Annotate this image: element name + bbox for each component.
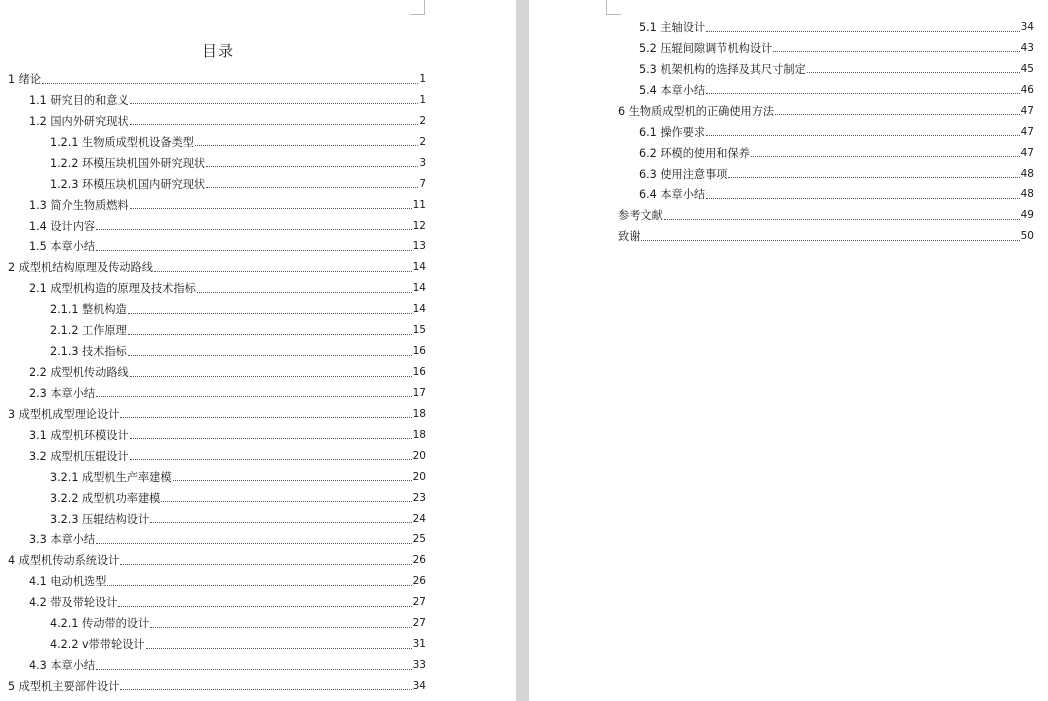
dot-leader (96, 250, 412, 251)
toc-entry-label: 1.2 国内外研究现状 (29, 114, 129, 128)
toc-entry[interactable] (639, 58, 1034, 79)
toc-entry[interactable] (50, 152, 426, 173)
dot-leader (130, 459, 412, 460)
toc-entry[interactable] (29, 236, 426, 257)
margin-corner-mark (606, 0, 621, 15)
dot-leader (128, 313, 412, 314)
toc-entry[interactable] (50, 299, 426, 320)
dot-leader (706, 135, 1020, 136)
toc-entry-page-number: 25 (412, 533, 426, 546)
toc-entry-label: 5.3 机架机构的选择及其尺寸制定 (639, 62, 806, 76)
toc-entry[interactable] (29, 571, 426, 592)
toc-entry[interactable] (29, 529, 426, 550)
toc-entry[interactable] (639, 37, 1034, 58)
toc-entry-page-number: 27 (412, 596, 426, 609)
toc-entry-page-number: 43 (1020, 41, 1034, 54)
toc-entry-label: 致谢 (618, 230, 641, 244)
dot-leader (130, 438, 412, 439)
toc-entry-page-number: 16 (412, 345, 426, 358)
toc-entry-page-number: 34 (1020, 21, 1034, 33)
document-page-left (0, 0, 516, 701)
toc-entry-page-number: 20 (412, 470, 426, 483)
toc-entry[interactable] (29, 194, 426, 215)
dot-leader (146, 648, 412, 649)
toc-entry-page-number: 12 (412, 219, 426, 232)
toc-entry[interactable] (50, 613, 426, 634)
toc-entry[interactable] (29, 215, 426, 236)
toc-entry-page-number: 18 (412, 428, 426, 441)
toc-entry-label: 5.1 主轴设计 (639, 21, 706, 34)
toc-entry-label: 2.1.1 整机构造 (50, 303, 127, 317)
dot-leader (107, 585, 411, 586)
toc-entry-label: 1.5 本章小结 (29, 240, 96, 254)
toc-entry-label: 参考文献 (618, 209, 663, 223)
toc-entry-label: 1.2.3 环模压块机国内研究现状 (50, 177, 206, 191)
toc-entry-label: 3.3 本章小结 (29, 533, 96, 547)
toc-entry-label: 4.2.1 传动带的设计 (50, 617, 150, 631)
toc-entry-label: 6.3 使用注意事项 (639, 167, 728, 181)
toc-entry[interactable] (8, 257, 426, 278)
toc-entry-page-number: 26 (412, 554, 426, 567)
dot-leader (96, 396, 412, 397)
toc-entry-label: 4 成型机传动系统设计 (8, 554, 120, 568)
dot-leader (130, 124, 419, 125)
dot-leader (775, 114, 1020, 115)
toc-entry[interactable] (50, 487, 426, 508)
toc-entry-label: 3.2 成型机压辊设计 (29, 449, 129, 463)
toc-entry[interactable] (50, 466, 426, 487)
toc-entry-page-number: 1 (419, 93, 426, 106)
toc-entry-label: 6.4 本章小结 (639, 188, 706, 202)
toc-entry-label: 3.2.2 成型机功率建模 (50, 491, 161, 505)
toc-entry-page-number: 16 (412, 366, 426, 379)
toc-entry-label: 6 生物质成型机的正确使用方法 (618, 104, 775, 118)
toc-entry[interactable] (50, 508, 426, 529)
dot-leader (128, 334, 412, 335)
dot-leader (96, 669, 412, 670)
toc-entry-page-number: 14 (412, 261, 426, 274)
toc-entry[interactable] (8, 403, 426, 424)
toc-entry[interactable] (50, 634, 426, 655)
dot-leader (130, 103, 419, 104)
toc-entry-label: 6.1 操作要求 (639, 125, 706, 139)
toc-entry-label: 1.4 设计内容 (29, 219, 96, 233)
toc-entry-page-number: 2 (419, 135, 426, 148)
dot-leader (120, 689, 411, 690)
toc-entry[interactable] (8, 69, 426, 90)
toc-entry-page-number: 34 (412, 679, 426, 692)
toc-entry-label: 5 成型机主要部件设计 (8, 679, 120, 693)
toc-entry-label: 2.1 成型机构造的原理及技术指标 (29, 282, 196, 296)
toc-entry-label: 1.1 研究目的和意义 (29, 93, 129, 107)
toc-entry-page-number: 49 (1020, 209, 1034, 222)
dot-leader (206, 166, 418, 167)
toc-entry[interactable] (29, 592, 426, 613)
dot-leader (807, 72, 1020, 73)
dot-leader (728, 177, 1019, 178)
toc-entry-page-number: 20 (412, 449, 426, 462)
toc-entry-label: 3.2.1 成型机生产率建模 (50, 470, 172, 484)
dot-leader (161, 501, 411, 502)
toc-entry-label: 1 绪论 (8, 73, 42, 86)
toc-entry[interactable] (618, 205, 1034, 226)
toc-entry-page-number: 13 (412, 240, 426, 253)
toc-entry-label: 2.1.3 技术指标 (50, 345, 127, 359)
toc-entry-page-number: 14 (412, 282, 426, 295)
toc-entry[interactable] (29, 362, 426, 383)
toc-entry-page-number: 7 (419, 177, 426, 190)
dot-leader (195, 145, 418, 146)
toc-entry-page-number: 18 (412, 407, 426, 420)
toc-entry-page-number: 3 (419, 156, 426, 169)
toc-entry-label: 1.2.2 环模压块机国外研究现状 (50, 156, 206, 170)
dot-leader (197, 292, 412, 293)
toc-entry-page-number: 1 (419, 73, 426, 85)
toc-entry[interactable] (639, 142, 1034, 163)
toc-entry-page-number: 17 (412, 386, 426, 399)
document-page-right (529, 0, 1048, 701)
dot-leader (154, 271, 412, 272)
dot-leader (118, 606, 411, 607)
toc-entry-label: 2 成型机结构原理及传动路线 (8, 261, 153, 275)
toc-entry[interactable] (29, 110, 426, 131)
toc-entry-page-number: 50 (1020, 230, 1034, 243)
toc-entry-page-number: 26 (412, 575, 426, 588)
toc-entry-page-number: 24 (412, 512, 426, 525)
toc-entry-label: 3.2.3 压辊结构设计 (50, 512, 150, 526)
dot-leader (96, 543, 412, 544)
dot-leader (42, 83, 418, 84)
toc-entry-page-number: 47 (1020, 146, 1034, 159)
toc-entry-page-number: 11 (412, 198, 426, 211)
dot-leader (128, 355, 412, 356)
toc-entry-page-number: 33 (412, 659, 426, 672)
dot-leader (130, 376, 412, 377)
toc-entry-page-number: 47 (1020, 104, 1034, 117)
dot-leader (664, 219, 1020, 220)
toc-entry[interactable] (29, 445, 426, 466)
toc-entry-label: 6.2 环模的使用和保养 (639, 146, 750, 160)
toc-entry-page-number: 15 (412, 324, 426, 337)
toc-entry-page-number: 46 (1020, 83, 1034, 96)
toc-entry-page-number: 48 (1020, 167, 1034, 180)
page-gap (516, 0, 529, 701)
toc-entry-label: 4.3 本章小结 (29, 659, 96, 673)
toc-entry[interactable] (639, 79, 1034, 100)
toc-entry[interactable] (639, 121, 1034, 142)
toc-entry-label: 5.4 本章小结 (639, 83, 706, 97)
toc-entry[interactable] (618, 100, 1034, 121)
dot-leader (173, 480, 412, 481)
toc-entry-page-number: 23 (412, 491, 426, 504)
toc-entry[interactable] (639, 184, 1034, 205)
toc-entry[interactable] (8, 675, 426, 696)
toc-entry-page-number: 48 (1020, 188, 1034, 201)
toc-entry-label: 2.3 本章小结 (29, 386, 96, 400)
dot-leader (751, 156, 1020, 157)
dot-leader (130, 208, 412, 209)
toc-entry-page-number: 31 (412, 638, 426, 651)
toc-entry[interactable] (29, 89, 426, 110)
dot-leader (773, 51, 1019, 52)
toc-entry-page-number: 27 (412, 617, 426, 630)
toc-entry[interactable] (50, 320, 426, 341)
toc-entry[interactable] (29, 655, 426, 676)
dot-leader (206, 187, 418, 188)
toc-entry-page-number: 14 (412, 303, 426, 316)
toc-entry[interactable] (639, 17, 1034, 38)
toc-entry-label: 4.2 带及带轮设计 (29, 596, 118, 610)
dot-leader (150, 522, 411, 523)
toc-entry-label: 2.2 成型机传动路线 (29, 366, 129, 380)
dot-leader (150, 627, 411, 628)
toc-entry[interactable] (50, 131, 426, 152)
dot-leader (96, 229, 412, 230)
toc-title: 目录 (201, 42, 234, 60)
dot-leader (706, 198, 1020, 199)
dot-leader (706, 31, 1020, 32)
toc-entry-label: 2.1.2 工作原理 (50, 324, 127, 338)
toc-entry-label: 4.2.2 v带带轮设计 (50, 638, 145, 652)
dot-leader (120, 417, 411, 418)
toc-entry[interactable] (50, 341, 426, 362)
toc-entry-label: 5.2 压辊间隙调节机构设计 (639, 41, 773, 55)
dot-leader (120, 564, 411, 565)
toc-entry[interactable] (50, 173, 426, 194)
toc-entry[interactable] (639, 163, 1034, 184)
toc-entry-page-number: 47 (1020, 125, 1034, 138)
toc-entry[interactable] (618, 226, 1034, 247)
toc-entry-label: 1.3 简介生物质燃料 (29, 198, 129, 212)
toc-entry-label: 1.2.1 生物质成型机设备类型 (50, 135, 194, 149)
dot-leader (706, 93, 1020, 94)
toc-entry-label: 3 成型机成型理论设计 (8, 407, 120, 421)
toc-entry-page-number: 45 (1020, 62, 1034, 75)
toc-entry[interactable] (29, 278, 426, 299)
toc-entry-page-number: 2 (419, 114, 426, 127)
dot-leader (641, 240, 1019, 241)
toc-entry[interactable] (29, 424, 426, 445)
toc-entry-label: 4.1 电动机选型 (29, 575, 107, 589)
margin-corner-mark (410, 0, 425, 15)
toc-entry-label: 3.1 成型机环模设计 (29, 428, 129, 442)
toc-entry[interactable] (29, 382, 426, 403)
toc-entry[interactable] (8, 550, 426, 571)
